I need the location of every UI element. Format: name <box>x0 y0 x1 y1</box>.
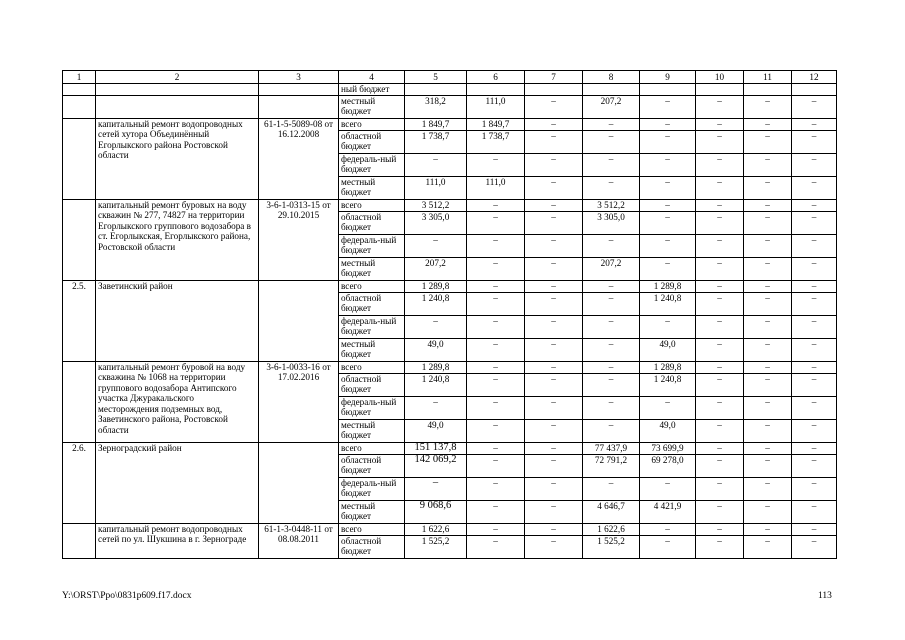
amount-cell: – <box>792 373 837 396</box>
funding-source: всего <box>339 199 405 211</box>
amount-cell: – <box>583 176 640 199</box>
object-name: капитальный ремонт водопроводных сетей по ул. Шукшина в г. Зернограде <box>96 523 259 558</box>
amount-cell: – <box>792 500 837 523</box>
cell: 207,2 <box>583 95 640 118</box>
amount-cell: 3 512,2 <box>405 199 467 211</box>
amount-cell: – <box>525 523 583 535</box>
amount-cell: – <box>696 535 744 558</box>
amount-cell: 151 137,8 <box>405 442 467 454</box>
contract-number: 61-1-5-5089-08 от 16.12.2008 <box>259 118 339 199</box>
funding-source: областной бюджет <box>339 535 405 558</box>
funding-source: всего <box>339 523 405 535</box>
amount-cell: – <box>792 292 837 315</box>
amount-cell: – <box>525 535 583 558</box>
amount-cell: – <box>744 153 792 176</box>
amount-cell: – <box>583 292 640 315</box>
amount-cell: – <box>467 477 525 500</box>
amount-cell: – <box>792 130 837 153</box>
amount-cell: 1 849,7 <box>467 118 525 130</box>
table-body <box>63 84 837 559</box>
table-row <box>63 523 837 535</box>
amount-cell: 1 289,8 <box>640 280 696 292</box>
amount-cell: – <box>696 419 744 442</box>
funding-source: местный бюджет <box>339 257 405 280</box>
amount-cell: 3 305,0 <box>405 211 467 234</box>
amount-cell: – <box>525 292 583 315</box>
amount-cell: – <box>744 361 792 373</box>
contract-number: 3-6-1-0313-15 от 29.10.2015 <box>259 199 339 280</box>
amount-cell: – <box>467 373 525 396</box>
column-header-7: 7 <box>525 71 583 84</box>
amount-cell: – <box>792 315 837 338</box>
amount-cell: – <box>525 361 583 373</box>
amount-cell: – <box>744 454 792 477</box>
amount-cell: – <box>792 280 837 292</box>
amount-cell: – <box>525 153 583 176</box>
amount-cell: – <box>696 153 744 176</box>
amount-cell: 1 289,8 <box>405 361 467 373</box>
amount-cell: – <box>696 130 744 153</box>
cell <box>583 84 640 96</box>
amount-cell: – <box>525 442 583 454</box>
amount-cell: – <box>467 419 525 442</box>
amount-cell: 1 240,8 <box>640 292 696 315</box>
row-number: 2.6. <box>63 442 96 523</box>
object-name: капитальный ремонт водопроводных сетей хутора Объединённый Егорлыкского района Ростовской области <box>96 118 259 199</box>
amount-cell: – <box>744 234 792 257</box>
amount-cell: – <box>467 211 525 234</box>
cell: ный бюджет <box>339 84 405 96</box>
amount-cell: 111,0 <box>467 176 525 199</box>
amount-cell: – <box>744 396 792 419</box>
amount-cell: 3 512,2 <box>583 199 640 211</box>
amount-cell: – <box>583 118 640 130</box>
amount-cell: – <box>467 442 525 454</box>
column-header-12: 12 <box>792 71 837 84</box>
amount-cell: – <box>583 477 640 500</box>
funding-source: федераль-ный бюджет <box>339 315 405 338</box>
amount-cell: – <box>792 257 837 280</box>
cell <box>744 84 792 96</box>
contract-number <box>259 280 339 361</box>
amount-cell: – <box>744 338 792 361</box>
amount-cell: – <box>640 523 696 535</box>
amount-cell: – <box>640 396 696 419</box>
amount-cell: – <box>640 234 696 257</box>
funding-source: областной бюджет <box>339 130 405 153</box>
amount-cell: – <box>696 280 744 292</box>
amount-cell: – <box>405 477 467 500</box>
amount-cell: – <box>744 176 792 199</box>
cell: местный бюджет <box>339 95 405 118</box>
amount-cell: – <box>583 130 640 153</box>
cell <box>525 84 583 96</box>
amount-cell: – <box>583 234 640 257</box>
contract-number <box>259 442 339 523</box>
amount-cell: 49,0 <box>640 338 696 361</box>
amount-cell: 1 525,2 <box>405 535 467 558</box>
funding-source: областной бюджет <box>339 454 405 477</box>
amount-cell: – <box>744 257 792 280</box>
amount-cell: 1 622,6 <box>405 523 467 535</box>
amount-cell: – <box>525 234 583 257</box>
amount-cell: – <box>583 373 640 396</box>
row-number <box>63 361 96 442</box>
amount-cell: – <box>640 130 696 153</box>
amount-cell: – <box>696 442 744 454</box>
amount-cell: 207,2 <box>583 257 640 280</box>
amount-cell: – <box>467 454 525 477</box>
amount-cell: – <box>744 211 792 234</box>
amount-cell: – <box>744 292 792 315</box>
amount-cell: – <box>744 130 792 153</box>
amount-cell: 207,2 <box>405 257 467 280</box>
amount-cell: – <box>405 315 467 338</box>
amount-cell: – <box>467 535 525 558</box>
amount-cell: – <box>583 338 640 361</box>
funding-source: местный бюджет <box>339 338 405 361</box>
object-name: Зерноградский район <box>96 442 259 523</box>
budget-table <box>62 70 837 559</box>
funding-source: всего <box>339 118 405 130</box>
table-row <box>63 95 837 118</box>
amount-cell: – <box>467 396 525 419</box>
page-number: 113 <box>818 591 832 601</box>
cell: 111,0 <box>467 95 525 118</box>
amount-cell: – <box>525 419 583 442</box>
amount-cell: – <box>792 454 837 477</box>
amount-cell: 1 525,2 <box>583 535 640 558</box>
amount-cell: – <box>583 361 640 373</box>
amount-cell: – <box>467 500 525 523</box>
amount-cell: 49,0 <box>405 338 467 361</box>
table-row <box>63 84 837 96</box>
amount-cell: – <box>696 211 744 234</box>
cell <box>640 84 696 96</box>
amount-cell: – <box>467 234 525 257</box>
amount-cell: – <box>405 153 467 176</box>
amount-cell: – <box>792 477 837 500</box>
amount-cell: – <box>792 442 837 454</box>
amount-cell: – <box>744 477 792 500</box>
amount-cell: – <box>467 523 525 535</box>
amount-cell: – <box>792 535 837 558</box>
amount-cell: – <box>696 454 744 477</box>
column-header-8: 8 <box>583 71 640 84</box>
funding-source: местный бюджет <box>339 500 405 523</box>
amount-cell: 49,0 <box>405 419 467 442</box>
amount-cell: 1 240,8 <box>405 373 467 396</box>
amount-cell: – <box>792 361 837 373</box>
amount-cell: – <box>744 535 792 558</box>
amount-cell: – <box>744 500 792 523</box>
row-number <box>63 199 96 280</box>
amount-cell: 77 437,9 <box>583 442 640 454</box>
amount-cell: – <box>525 477 583 500</box>
funding-source: местный бюджет <box>339 176 405 199</box>
amount-cell: – <box>744 442 792 454</box>
amount-cell: 72 791,2 <box>583 454 640 477</box>
cell <box>259 95 339 118</box>
cell <box>96 84 259 96</box>
cell <box>96 95 259 118</box>
amount-cell: – <box>792 199 837 211</box>
amount-cell: – <box>525 280 583 292</box>
amount-cell: 111,0 <box>405 176 467 199</box>
amount-cell: – <box>696 373 744 396</box>
funding-source: федераль-ный бюджет <box>339 396 405 419</box>
amount-cell: – <box>525 454 583 477</box>
amount-cell: 1 738,7 <box>467 130 525 153</box>
funding-source: федераль-ный бюджет <box>339 234 405 257</box>
amount-cell: 73 699,9 <box>640 442 696 454</box>
amount-cell: – <box>696 523 744 535</box>
amount-cell: – <box>467 292 525 315</box>
column-header-9: 9 <box>640 71 696 84</box>
column-header-10: 10 <box>696 71 744 84</box>
funding-source: федераль-ный бюджет <box>339 477 405 500</box>
table-row <box>63 199 837 211</box>
amount-cell: 1 738,7 <box>405 130 467 153</box>
amount-cell: 9 068,6 <box>405 500 467 523</box>
amount-cell: – <box>792 338 837 361</box>
amount-cell: – <box>640 257 696 280</box>
row-number: 2.5. <box>63 280 96 361</box>
cell <box>63 95 96 118</box>
amount-cell: – <box>744 373 792 396</box>
funding-source: местный бюджет <box>339 419 405 442</box>
amount-cell: – <box>792 176 837 199</box>
amount-cell: – <box>744 315 792 338</box>
amount-cell: – <box>467 199 525 211</box>
amount-cell: – <box>525 257 583 280</box>
funding-source: федераль-ный бюджет <box>339 153 405 176</box>
amount-cell: – <box>696 361 744 373</box>
amount-cell: – <box>792 153 837 176</box>
amount-cell: 1 240,8 <box>640 373 696 396</box>
amount-cell: – <box>640 535 696 558</box>
amount-cell: – <box>792 419 837 442</box>
table-row <box>63 118 837 130</box>
amount-cell: – <box>583 396 640 419</box>
table-row <box>63 280 837 292</box>
amount-cell: – <box>696 500 744 523</box>
amount-cell: – <box>525 396 583 419</box>
amount-cell: 1 289,8 <box>405 280 467 292</box>
funding-source: всего <box>339 280 405 292</box>
amount-cell: 142 069,2 <box>405 454 467 477</box>
cell: – <box>744 95 792 118</box>
cell: 318,2 <box>405 95 467 118</box>
amount-cell: 1 849,7 <box>405 118 467 130</box>
object-name: капитальный ремонт буровой на воду скважина № 1068 на территории группового водозабора Антипского участка Джуракальского месторождения подземных вод, Заветинского района, Ростовской области <box>96 361 259 442</box>
amount-cell: – <box>696 176 744 199</box>
amount-cell: – <box>525 176 583 199</box>
amount-cell: – <box>696 118 744 130</box>
table-row <box>63 442 837 454</box>
amount-cell: – <box>640 211 696 234</box>
contract-number: 3-6-1-0033-16 от 17.02.2016 <box>259 361 339 442</box>
amount-cell: 1 240,8 <box>405 292 467 315</box>
table-row <box>63 361 837 373</box>
amount-cell: – <box>405 396 467 419</box>
object-name: капитальный ремонт буровых на воду скважин № 277, 74827 на территории Егорлыкского группового водозабора в ст. Егорлыкская, Егорлыкского района, Ростовской области <box>96 199 259 280</box>
row-number <box>63 523 96 558</box>
cell: – <box>696 95 744 118</box>
cell: – <box>792 95 837 118</box>
column-header-4: 4 <box>339 71 405 84</box>
amount-cell: 3 305,0 <box>583 211 640 234</box>
cell: – <box>640 95 696 118</box>
amount-cell: 4 646,7 <box>583 500 640 523</box>
funding-source: областной бюджет <box>339 373 405 396</box>
funding-source: всего <box>339 442 405 454</box>
column-header-3: 3 <box>259 71 339 84</box>
amount-cell: – <box>525 373 583 396</box>
amount-cell: – <box>640 315 696 338</box>
amount-cell: 1 289,8 <box>640 361 696 373</box>
funding-source: областной бюджет <box>339 292 405 315</box>
funding-source: областной бюджет <box>339 211 405 234</box>
cell <box>696 84 744 96</box>
amount-cell: – <box>467 338 525 361</box>
amount-cell: – <box>696 338 744 361</box>
contract-number: 61-1-3-0448-11 от 08.08.2011 <box>259 523 339 558</box>
amount-cell: – <box>744 118 792 130</box>
amount-cell: – <box>696 477 744 500</box>
amount-cell: – <box>744 419 792 442</box>
column-header-1: 1 <box>63 71 96 84</box>
amount-cell: – <box>792 396 837 419</box>
amount-cell: – <box>640 477 696 500</box>
cell <box>63 84 96 96</box>
amount-cell: – <box>640 176 696 199</box>
amount-cell: – <box>525 118 583 130</box>
amount-cell: – <box>744 280 792 292</box>
amount-cell: – <box>744 199 792 211</box>
cell: – <box>525 95 583 118</box>
amount-cell: – <box>696 396 744 419</box>
object-name: Заветинский район <box>96 280 259 361</box>
amount-cell: – <box>696 257 744 280</box>
cell <box>259 84 339 96</box>
amount-cell: – <box>405 234 467 257</box>
funding-source: всего <box>339 361 405 373</box>
header-row <box>63 71 837 84</box>
amount-cell: – <box>467 257 525 280</box>
amount-cell: – <box>525 199 583 211</box>
amount-cell: – <box>525 130 583 153</box>
column-header-2: 2 <box>96 71 259 84</box>
amount-cell: – <box>640 153 696 176</box>
amount-cell: – <box>744 523 792 535</box>
amount-cell: – <box>583 419 640 442</box>
cell <box>405 84 467 96</box>
amount-cell: – <box>583 280 640 292</box>
amount-cell: – <box>696 292 744 315</box>
amount-cell: – <box>467 153 525 176</box>
column-header-6: 6 <box>467 71 525 84</box>
amount-cell: – <box>640 118 696 130</box>
cell <box>467 84 525 96</box>
column-header-11: 11 <box>744 71 792 84</box>
amount-cell: – <box>792 234 837 257</box>
document-path: Y:\ORST\Ppo\0831p609.f17.docx <box>62 591 192 601</box>
amount-cell: – <box>792 211 837 234</box>
amount-cell: – <box>467 315 525 338</box>
amount-cell: – <box>792 523 837 535</box>
amount-cell: – <box>525 315 583 338</box>
column-header-5: 5 <box>405 71 467 84</box>
amount-cell: – <box>640 199 696 211</box>
amount-cell: – <box>583 315 640 338</box>
amount-cell: 1 622,6 <box>583 523 640 535</box>
amount-cell: – <box>525 211 583 234</box>
amount-cell: – <box>583 153 640 176</box>
amount-cell: – <box>525 338 583 361</box>
amount-cell: 4 421,9 <box>640 500 696 523</box>
amount-cell: – <box>792 118 837 130</box>
amount-cell: – <box>467 280 525 292</box>
amount-cell: – <box>696 199 744 211</box>
amount-cell: 69 278,0 <box>640 454 696 477</box>
amount-cell: – <box>525 500 583 523</box>
row-number <box>63 118 96 199</box>
cell <box>792 84 837 96</box>
amount-cell: – <box>696 234 744 257</box>
amount-cell: – <box>467 361 525 373</box>
amount-cell: – <box>696 315 744 338</box>
amount-cell: 49,0 <box>640 419 696 442</box>
